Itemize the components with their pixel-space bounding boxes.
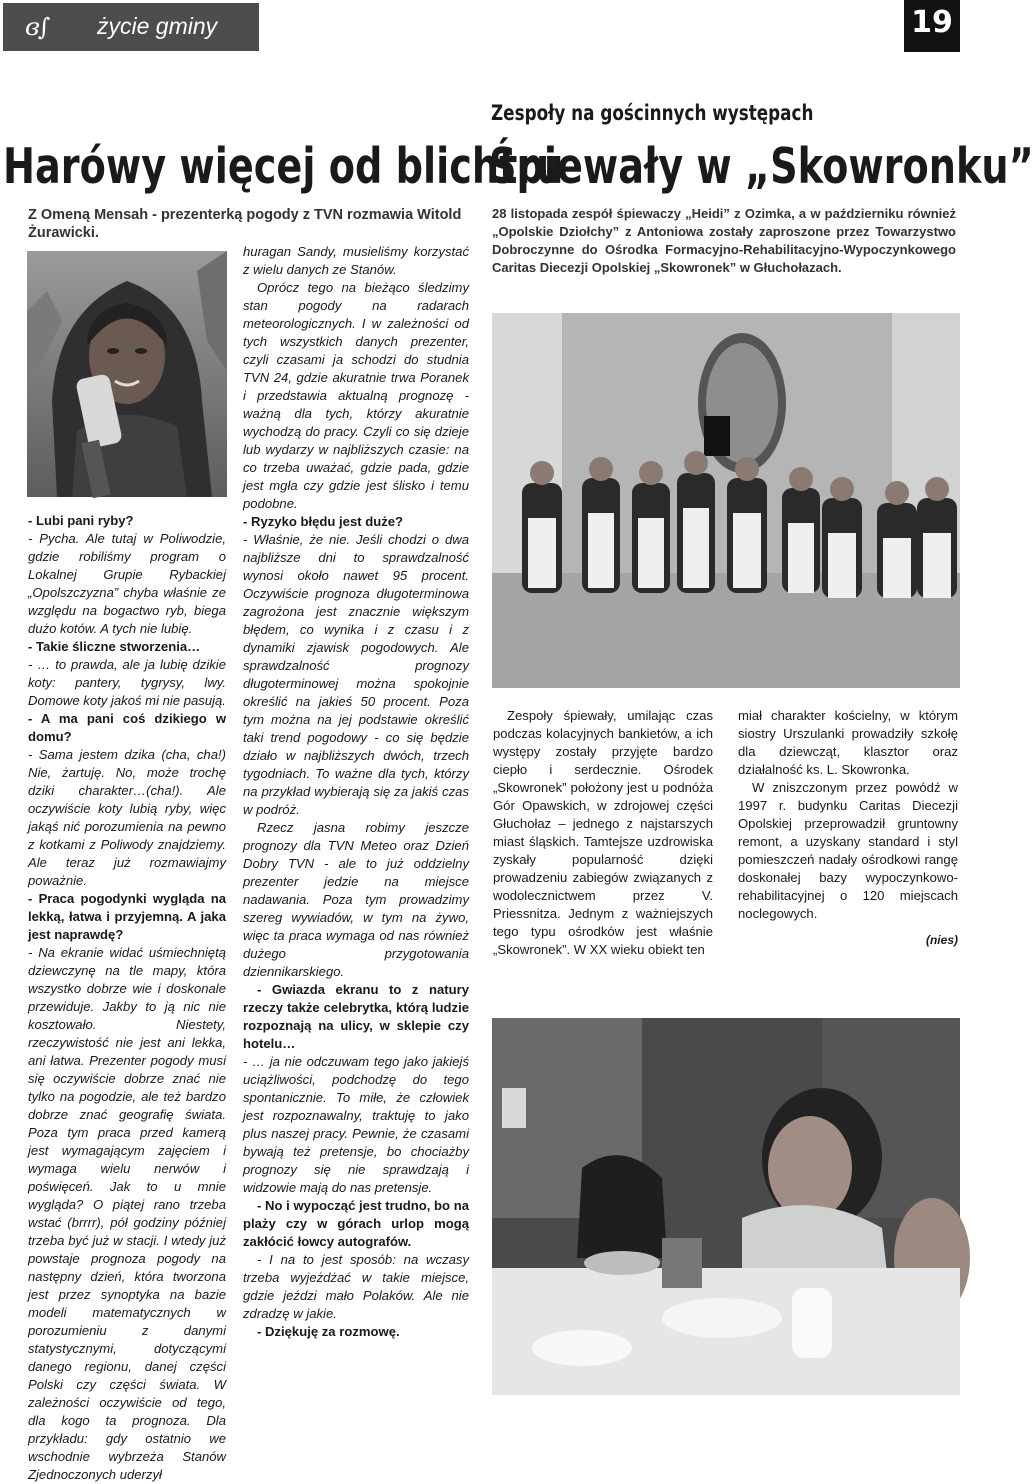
- paragraph: huragan Sandy, musieliśmy korzystać z wielu danych ze Stanów.: [243, 244, 469, 277]
- paragraph: Rzecz jasna robimy jeszcze prognozy dla TVN Meteo oraz Dzień Dobry TVN - ale to już oddzielny prezenter jedzie na miejsce nadawania. Poza tym prowadzimy szereg wywiadów, w tym na żywo, więc ta praca wymaga od nas również dużego przygotowania dziennikarskiego.: [243, 820, 469, 979]
- paragraph: - Pycha. Ale tutaj w Poliwodzie, gdzie robiliśmy program o Lokalnej Grupie Rybackiej „Opolszczyzna” chyba właśnie ze względu na bogactwo ryb, biega dużo kotów. A tych nie lubię.: [28, 531, 226, 636]
- paragraph: - … ja nie odczuwam tego jako jakiejś uciążliwości, podchodzę do tego spontanicznie. To miłe, że człowiek jest rozpoznawalny, traktuję to jako plus naszej pracy. Pewnie, że czasami bywają też pretensje, bo chociażby prognozy się nie sprawdzają i widzowie mają do nas pretensje.: [243, 1054, 469, 1195]
- presenter-photo: [27, 251, 227, 497]
- page-number: 19: [911, 5, 953, 40]
- paragraph: - Praca pogodynki wygląda na lekką, łatwa i przyjemną. A jaka jest naprawdę?: [28, 891, 226, 942]
- paragraph: - Gwiazda ekranu to z natury rzeczy także celebrytka, którą ludzie rozpoznają na ulicy, w sklepie czy hotelu…: [243, 982, 469, 1051]
- paragraph: - Właśnie, że nie. Jeśli chodzi o dwa najbliższe dni to sprawdzalność wynosi około nawet 95 procent. Oczywiście prognoza długoterminowa zagrożona jest znacznie większym błędem, co wynika i z czasu i z dynamiki zjawisk pogodowych. Ale sprawdzalność prognozy długoterminowej można spokojnie określić na jakieś 50 procent. Poza tym można na jej podstawie określić taki trend pogodowy - co się będzie działo w najbliższych dwóch, trzech tygodniach. To ważne dla tych, którzy na przykład wybierają się za jakiś czas w podróż.: [243, 532, 469, 817]
- paragraph: miał charakter kościelny, w którym siostry Urszulanki prowadziły szkołę dla dziewcząt, klasztor oraz działalność ks. L. Skowronka.: [738, 708, 958, 777]
- paragraph: - Takie śliczne stworzenia…: [28, 639, 201, 654]
- interview-column-2: [243, 243, 469, 1341]
- paragraph: - Na ekranie widać uśmiechniętą dziewczynę na tle mapy, która wszystko dobrze wie i doskonale przewiduje. Jakby to ją nic nie kosztowało. Niestety, rzeczywistość nie jest ani lekka, ani łatwa. Prezenter pogody musi się oczywiście dobrze znać nie tylko na pogodzie, ale też bardzo dobrze znać geografię świata. Poza tym praca przed kamerą jest wymagającym zajęciem i wymaga wielu nerwów i poświęceń. Jak to u mnie wygląda? O piątej rano trzeba wstać (brrrr), pół godziny później trzeba być już w stacji. I wtedy już powstaje prognoza pogody na następny dzień, która tworzona jest przez synoptyka na bazie modeli matematycznych w porozumieniu z danymi statystycznymi, dotyczącymi danego regionu, danej części Polski czy części świata. W zależności oczywiście od tego, dla kogo ta prognoza. Dla przykładu: gdy ostatnio we wschodnie wybrzeża Stanów Zjednoczonych uderzył: [28, 945, 226, 1482]
- paragraph: - No i wypocząć jest trudno, bo na plaży czy w górach urlop mogą zakłócić łowcy autografów.: [243, 1198, 469, 1249]
- section-logo: ɞ∫: [25, 13, 49, 41]
- paragraph: - Sama jestem dzika (cha, cha!) Nie, żartuję. No, może trochę dziki charakter…(cha!). Ale oczywiście koty lubią ryby, więc jakąś nić porozumienia na pewno z kotkami z Poliwody znajdziemy. Ale teraz już rozmawiajmy poważnie.: [28, 747, 226, 888]
- left-headline: Harówy więcej od blichtru: [3, 138, 564, 195]
- paragraph: - I na to jest sposób: na wczasy trzeba wyjeżdżać w takie miejsce, gdzie jeździ mało Polaków. Ale nie zdradzę w jakie.: [243, 1252, 469, 1321]
- paragraph: - Lubi pani ryby?: [28, 513, 134, 528]
- left-lead: Z Omeną Mensah - prezenterką pogody z TVN rozmawia Witold Żurawicki.: [28, 207, 462, 241]
- right-headline: Śpiewały w „Skowronku”: [489, 138, 1034, 195]
- paragraph: - A ma pani coś dzikiego w domu?: [28, 711, 226, 744]
- paragraph: - … to prawda, ale ja lubię dzikie koty: pantery, tygrysy, lwy. Domowe koty jakoś mi nie pasują.: [28, 657, 226, 708]
- paragraph: - Dziękuję za rozmowę.: [257, 1324, 400, 1339]
- author-signature: (nies): [925, 933, 958, 947]
- article-column-2: [738, 707, 958, 949]
- right-kicker: Zespoły na gościnnych występach: [491, 101, 814, 125]
- page-number-box: [904, 0, 960, 52]
- interview-column-1: [28, 512, 226, 1484]
- right-lead: 28 listopada zespół śpiewaczy „Heidi” z Ozimka, a w październiku również „Opolskie Dziołchy” z Antoniowa zostały zaproszone przez Towarzystwo Dobroczynne do Ośrodka Formacyjno-Rehabilitacyjno-Wypoczynkowego Caritas Diecezji Opolskiej „Skowronek” w Głuchołazach.: [492, 206, 956, 275]
- section-name: życie gminy: [97, 13, 218, 39]
- section-header: [3, 3, 259, 51]
- dinner-photo: [492, 1018, 960, 1395]
- paragraph: W zniszczonym przez powódź w 1997 r. budynku Caritas Diecezji Opolskiej przeprowadził gruntowny remont, a uzyskany standard i styl pomieszczeń nadały ośrodkowi rangę doskonałej bazy wypoczynkowo-rehabilitacyjnej o 120 miejscach noclegowych.: [738, 780, 958, 921]
- article-column-1: [493, 707, 713, 959]
- paragraph: - Ryzyko błędu jest duże?: [243, 514, 404, 529]
- paragraph: Zespoły śpiewały, umilając czas podczas kolacyjnych bankietów, a ich występy zostały przyjęte bardzo ciepło i serdecznie. Ośrodek „Skowronek” położony jest u podnóża Gór Opawskich, w zdrojowej części Głuchołaz – jednego z najstarszych miast śląskich. Tamtejsze uzdrowiska zyskały popularność dzięki prowadzeniu zabiegów związanych z wodolecznictwem przez V. Priessnitza. Jednym z ważniejszych tego typu ośrodków jest właśnie „Skowronek”. W XX wieku obiekt ten: [493, 708, 713, 957]
- choir-photo: [492, 313, 960, 688]
- paragraph: Oprócz tego na bieżąco śledzimy stan pogody na radarach meteorologicznych. I w zależności od tych wszystkich danych prezenter, czyli czasami ja schodzi do studnia TVN 24, gdzie akuratnie trwa Poranek i przedstawia aktualną prognozę - ważną dla tych, którzy akuratnie wychodzą do pracy. Czyli co się dzieje lub wydarzy w najbliższych czasie: na co trzeba uważać, gdzie pada, gdzie jest mgła czy gdzie jest ślisko i temu podobne.: [243, 280, 469, 511]
